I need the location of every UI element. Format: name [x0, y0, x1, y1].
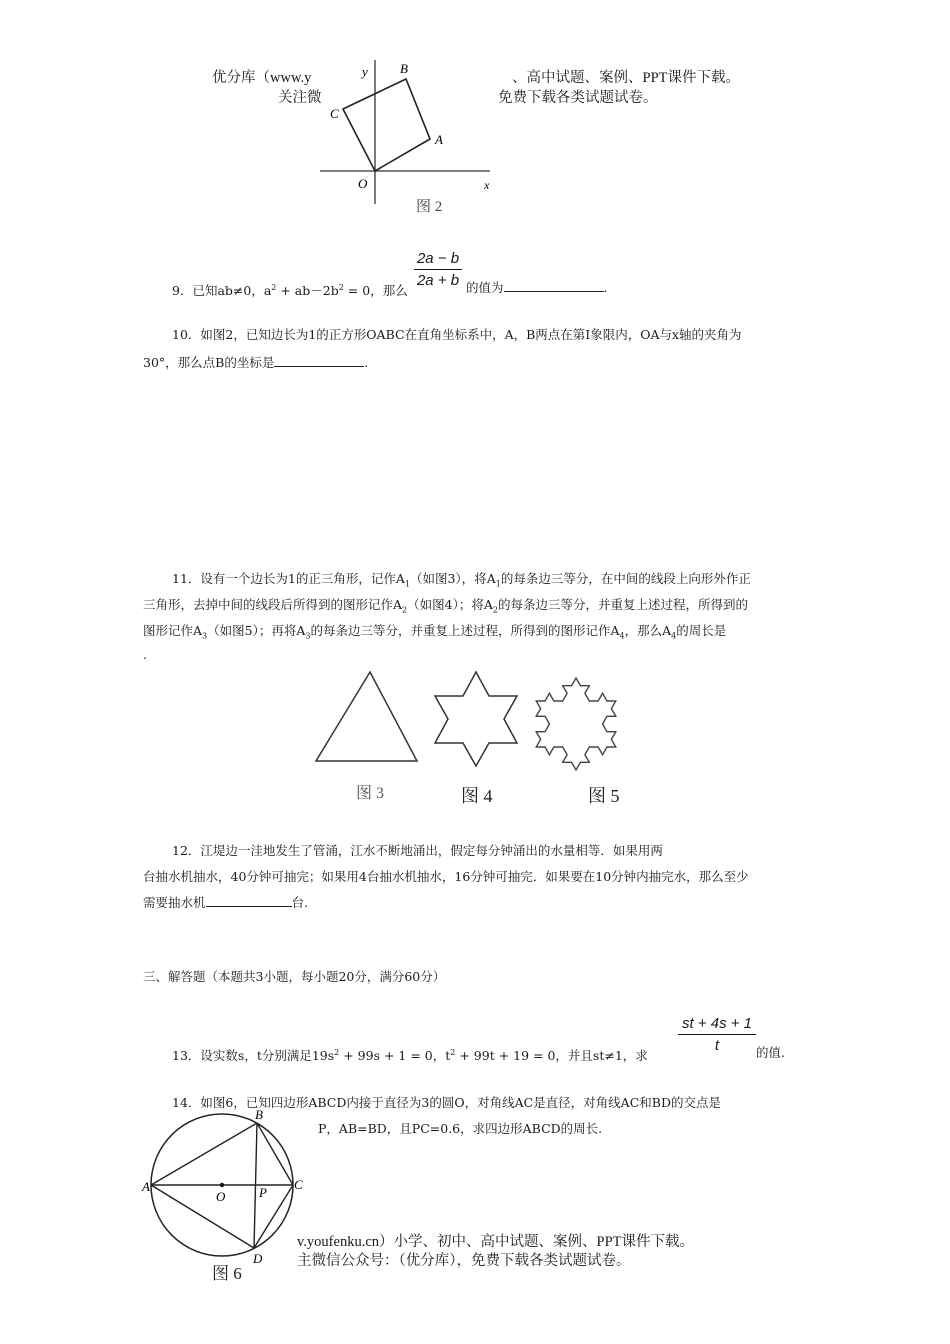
q11-l3c: 的每条边三等分，并重复上述过程，所得到的图形记作A	[310, 623, 620, 638]
q9-fraction	[414, 250, 462, 289]
figure-6-caption: 图 6	[212, 1264, 242, 1283]
footer-line1: v.youfenku.cn）小学、初中、高中试题、案例、PPT课件下载。	[297, 1234, 694, 1250]
figure-2-caption: 图 2	[416, 199, 443, 215]
q11-l3-sub2: 3	[305, 631, 311, 641]
header-line2-left: 关注微	[278, 90, 322, 106]
chord-bc	[257, 1123, 293, 1185]
point-o-label: O	[358, 176, 368, 191]
question-10-line2	[143, 350, 368, 376]
point-b-label: B	[255, 1107, 263, 1122]
question-14-line2: P，AB=BD，且PC=0.6，求四边形ABCD的周长.	[318, 1121, 603, 1136]
question-10-line1: 10．如图2，已知边长为1的正方形OABC在直角坐标系中，A，B两点在第Ⅰ象限内，OA与x轴的夹角为	[172, 327, 742, 342]
question-11-line4: .	[143, 647, 147, 662]
q9-sup2: 2	[338, 283, 344, 292]
q10-answer-blank[interactable]	[274, 352, 364, 367]
header-line2-right: 免费下载各类试题试卷。	[498, 90, 658, 106]
figures-3-4-5	[308, 666, 628, 811]
q13-fraction-bar	[678, 1034, 756, 1035]
q12-answer-blank[interactable]	[206, 892, 292, 907]
chord-ad	[151, 1185, 254, 1248]
q13-fraction-denominator: t	[714, 1037, 720, 1054]
point-a-label: A	[435, 132, 443, 147]
q9-part3: = 0，那么	[343, 283, 408, 299]
q11-l1a: 11．设有一个边长为1的正三角形，记作A	[172, 571, 405, 586]
question-12-line1: 12．江堤边一洼地发生了管涌，江水不断地涌出，假定每分钟涌出的水量相等．如果用两	[172, 843, 663, 858]
koch-curve-a3	[536, 678, 616, 770]
q11-l1c: 的每条边三等分，在中间的线段上向形外作正	[500, 571, 751, 586]
figure-6-circle	[140, 1105, 310, 1283]
q11-l3-sub4: 4	[671, 631, 677, 641]
figure-5-caption: 图 5	[588, 786, 620, 806]
q13-fraction	[678, 1015, 756, 1054]
q11-l1-sub2: 1	[495, 579, 501, 589]
q9-answer-blank[interactable]	[504, 277, 604, 292]
section-3-title: 三、解答题（本题共3小题，每小题20分，满分60分）	[143, 969, 446, 984]
q13-part1: 13．设实数s，t分别满足19s	[172, 1048, 335, 1064]
q9-fraction-numerator: 2a − b	[416, 250, 460, 267]
q11-l2-sub2: 2	[492, 605, 498, 615]
q13-part2: + 99s + 1 = 0，t	[339, 1048, 451, 1064]
question-11-line3	[143, 618, 726, 650]
center-dot	[220, 1183, 224, 1187]
q9-sup1: 2	[271, 283, 277, 292]
q9-part4: 的值为	[466, 280, 504, 295]
q11-l2c: 的每条边三等分，并重复上述过程，所得到的	[497, 597, 748, 612]
q11-l3e: 的周长是	[676, 623, 727, 638]
q11-l3b: （如图5）；再将A	[207, 623, 306, 638]
q13-sup2: 2	[450, 1048, 456, 1057]
figure-2-background	[334, 58, 454, 203]
q10-period: .	[364, 355, 369, 370]
question-12-line3	[143, 890, 308, 916]
q11-l1b: （如图3），将A	[409, 571, 496, 586]
q10-text: 30°，那么点B的坐标是	[143, 355, 275, 370]
point-c-label: C	[294, 1177, 303, 1192]
point-b-label: B	[400, 61, 408, 76]
q9-fraction-bar	[414, 269, 462, 270]
point-o-label: O	[216, 1189, 226, 1204]
q9-fraction-denominator: 2a + b	[416, 272, 460, 289]
q12-l3b: 台.	[291, 895, 308, 910]
point-a-label: A	[142, 1179, 150, 1194]
figure-2-square-axes	[312, 58, 502, 223]
q13-part3: + 99t + 19 = 0，并且st≠1，求	[455, 1048, 648, 1064]
question-13-end: 的值.	[756, 1045, 785, 1060]
question-9-text-b	[466, 275, 608, 301]
point-c-label: C	[330, 106, 339, 121]
y-axis-label: y	[362, 64, 368, 79]
header-line1-right: 、高中试题、案例、PPT课件下载。	[512, 70, 740, 86]
figure-4-caption: 图 4	[461, 786, 493, 806]
question-9-text-a	[172, 275, 408, 304]
footer-line2: 主微信公众号：（优分库），免费下载各类试题试卷。	[297, 1253, 631, 1269]
q13-fraction-numerator: st + 4s + 1	[681, 1015, 753, 1032]
q12-l3a: 需要抽水机	[143, 895, 206, 910]
q11-l3-sub3: 4	[619, 631, 625, 641]
header-line1-left: 优分库（www.y	[212, 70, 312, 86]
question-13-text	[172, 1040, 648, 1069]
q13-sup1: 2	[334, 1048, 340, 1057]
q9-part1: 9．已知ab≠0，a	[172, 283, 272, 299]
question-12-line2: 台抽水机抽水，40分钟可抽完；如果用4台抽水机抽水，16分钟可抽完．如果要在10分钟内抽完水，那么至少	[143, 869, 749, 884]
figure-3-caption: 图 3	[356, 785, 385, 802]
point-d-label: D	[253, 1251, 263, 1266]
q9-period: .	[603, 280, 608, 295]
q11-l2a: 三角形，去掉中间的线段后所得到的图形记作A	[143, 597, 403, 612]
q11-l1-sub1: 1	[404, 579, 410, 589]
q11-l3-sub1: 3	[202, 631, 208, 641]
point-p-label: P	[259, 1185, 267, 1200]
chord-ab	[151, 1123, 257, 1185]
q9-part2: + ab－2b	[276, 283, 339, 299]
question-14-line1: 14．如图6，已知四边形ABCD内接于直径为3的圆O，对角线AC是直径，对角线AC和BD的交点是	[172, 1095, 721, 1110]
x-axis-label: x	[484, 178, 490, 192]
q11-l3d: ，那么A	[624, 623, 672, 638]
q11-l2b: （如图4）；将A	[407, 597, 493, 612]
q11-l2-sub1: 2	[402, 605, 408, 615]
q11-l3a: 图形记作A	[143, 623, 203, 638]
hexagram-a2	[435, 672, 517, 766]
triangle-a1	[316, 672, 417, 761]
